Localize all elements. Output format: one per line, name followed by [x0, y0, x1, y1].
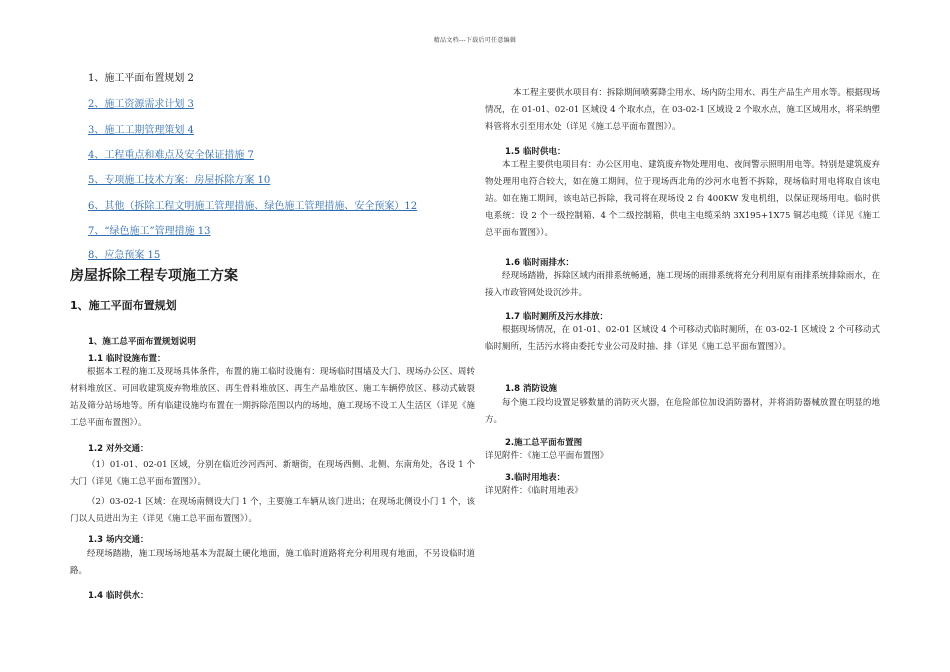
heading-1-4: 1.4 临时供水：	[88, 591, 149, 601]
paragraph-1-7: 根据现场情况，在 01-01、02-01 区域设 4 个可移动式临时厕所，在 03-02-1 区域设 2 个可移动式临时厕所，生活污水将由委托专业公司及时抽、排（详见《施工总平面布置图》）。	[485, 325, 880, 352]
section-1-heading: 1、施工平面布置规划	[70, 299, 177, 312]
heading-1-6: 1.6 临时雨排水：	[505, 258, 575, 268]
toc-item-4[interactable]: 4、工程重点和难点及安全保证措施 7	[88, 150, 254, 161]
toc-item-5[interactable]: 5、专项施工技术方案：房屋拆除方案 10	[88, 175, 271, 186]
paragraph-1-3: 经现场踏勘，施工现场场地基本为混凝土硬化地面，施工临时道路将充分利用现有地面，不另设临时道路。	[70, 549, 475, 576]
heading-1-3: 1.3 场内交通：	[88, 535, 149, 545]
paragraph-1-6: 经现场踏勘，拆除区域内雨排系统畅通，施工现场的雨排系统将充分利用原有雨排系统排除雨水，在接入市政管网处设沉沙井。	[485, 271, 880, 298]
section-2-text: 详见附件：《施工总平面布置图》	[485, 451, 609, 461]
heading-1-5: 1.5 临时供电：	[505, 147, 566, 157]
paragraph-1-2a: （1）01-01、02-01 区域，分别在临近沙河西河、新塘街，在现场西侧、北侧、东南角处，各设 1 个大门（详见《施工总平面布置图》）。	[70, 460, 475, 487]
toc-item-6[interactable]: 6、其他（拆除工程文明施工管理措施、绿色施工管理措施、安全预案）12	[88, 201, 418, 212]
toc-item-8[interactable]: 8、应急预案 15	[88, 250, 161, 261]
toc-item-1: 1、施工平面布置规划 2	[88, 73, 194, 84]
paragraph-1-2b: （2）03-02-1 区域：在现场南侧设大门 1 个，主要施工车辆从该门进出；在现场北侧设小门 1 个，该门以人员进出为主（详见《施工总平面布置图》）。	[70, 497, 475, 524]
heading-1-1: 1.1 临时设施布置：	[88, 354, 166, 364]
heading-1-7: 1.7 临时厕所及污水排放：	[505, 312, 609, 322]
paragraph-1-4: 本工程主要供水项目有：拆除期间喷雾降尘用水、场内防尘用水、再生产品生产用水等。根据现场情况，在 01-01、02-01 区域设 4 个取水点，在 03-02-1 区域设 2 个取水点，施工区域用水，将采纳塑料管将水引至用水处（详见《施工总平面布置图》）。	[485, 88, 880, 132]
toc-item-2[interactable]: 2、施工资源需求计划 3	[88, 99, 194, 110]
subsection-1-heading: 1、施工总平面布置规划说明	[88, 337, 196, 347]
document-title: 房屋拆除工程专项施工方案	[70, 268, 238, 284]
heading-1-2: 1.2 对外交通：	[88, 444, 149, 454]
paragraph-1-1: 根据本工程的施工及现场具体条件，布置的施工临时设施有：现场临时围墙及大门、现场办公区、周转材料堆放区、可回收建筑废弃物堆放区、再生骨料堆放区、再生产品堆放区、施工车辆停放区、移动式破裂站及筛分站场地等。所有临建设施均布置在一期拆除范围以内的场地，施工现场不设工人生活区（详见《施工总平面布置图》）。	[70, 367, 475, 428]
section-2-heading: 2.施工总平面布置图	[505, 438, 583, 448]
paragraph-1-5: 本工程主要供电项目有：办公区用电、建筑废弃物处理用电、夜间警示照明用电等。特别是建筑废弃物处理用电符合较大，如在施工期间，位于现场西北角的沙河水电暂不拆除，现场临时用电将取自该电站。如在施工期间，该电站已拆除，我司将在现场设 2 台 400KW 发电机组，以保证现场用电。临时供电系统：设 2 个一级控制箱、4 个二级控制箱，供电主电缆采纳 3X195+1X75 铜芯电缆（详见《施工总平面布置图》）。	[485, 160, 880, 238]
page-header: 精品文档---下载后可任意编辑	[433, 37, 517, 44]
section-3-heading: 3.临时用地表：	[505, 473, 566, 483]
heading-1-8: 1.8 消防设施	[505, 384, 558, 394]
toc-item-3[interactable]: 3、施工工期管理策划 4	[88, 125, 194, 136]
paragraph-1-8: 每个施工段均设置足够数量的消防灭火器，在危险部位加设消防器材，并将消防器械放置在明显的地方。	[485, 398, 880, 425]
section-3-text: 详见附件：《临时用地表》	[485, 486, 583, 496]
toc-item-7[interactable]: 7、“绿色施工”管理措施 13	[88, 226, 211, 237]
